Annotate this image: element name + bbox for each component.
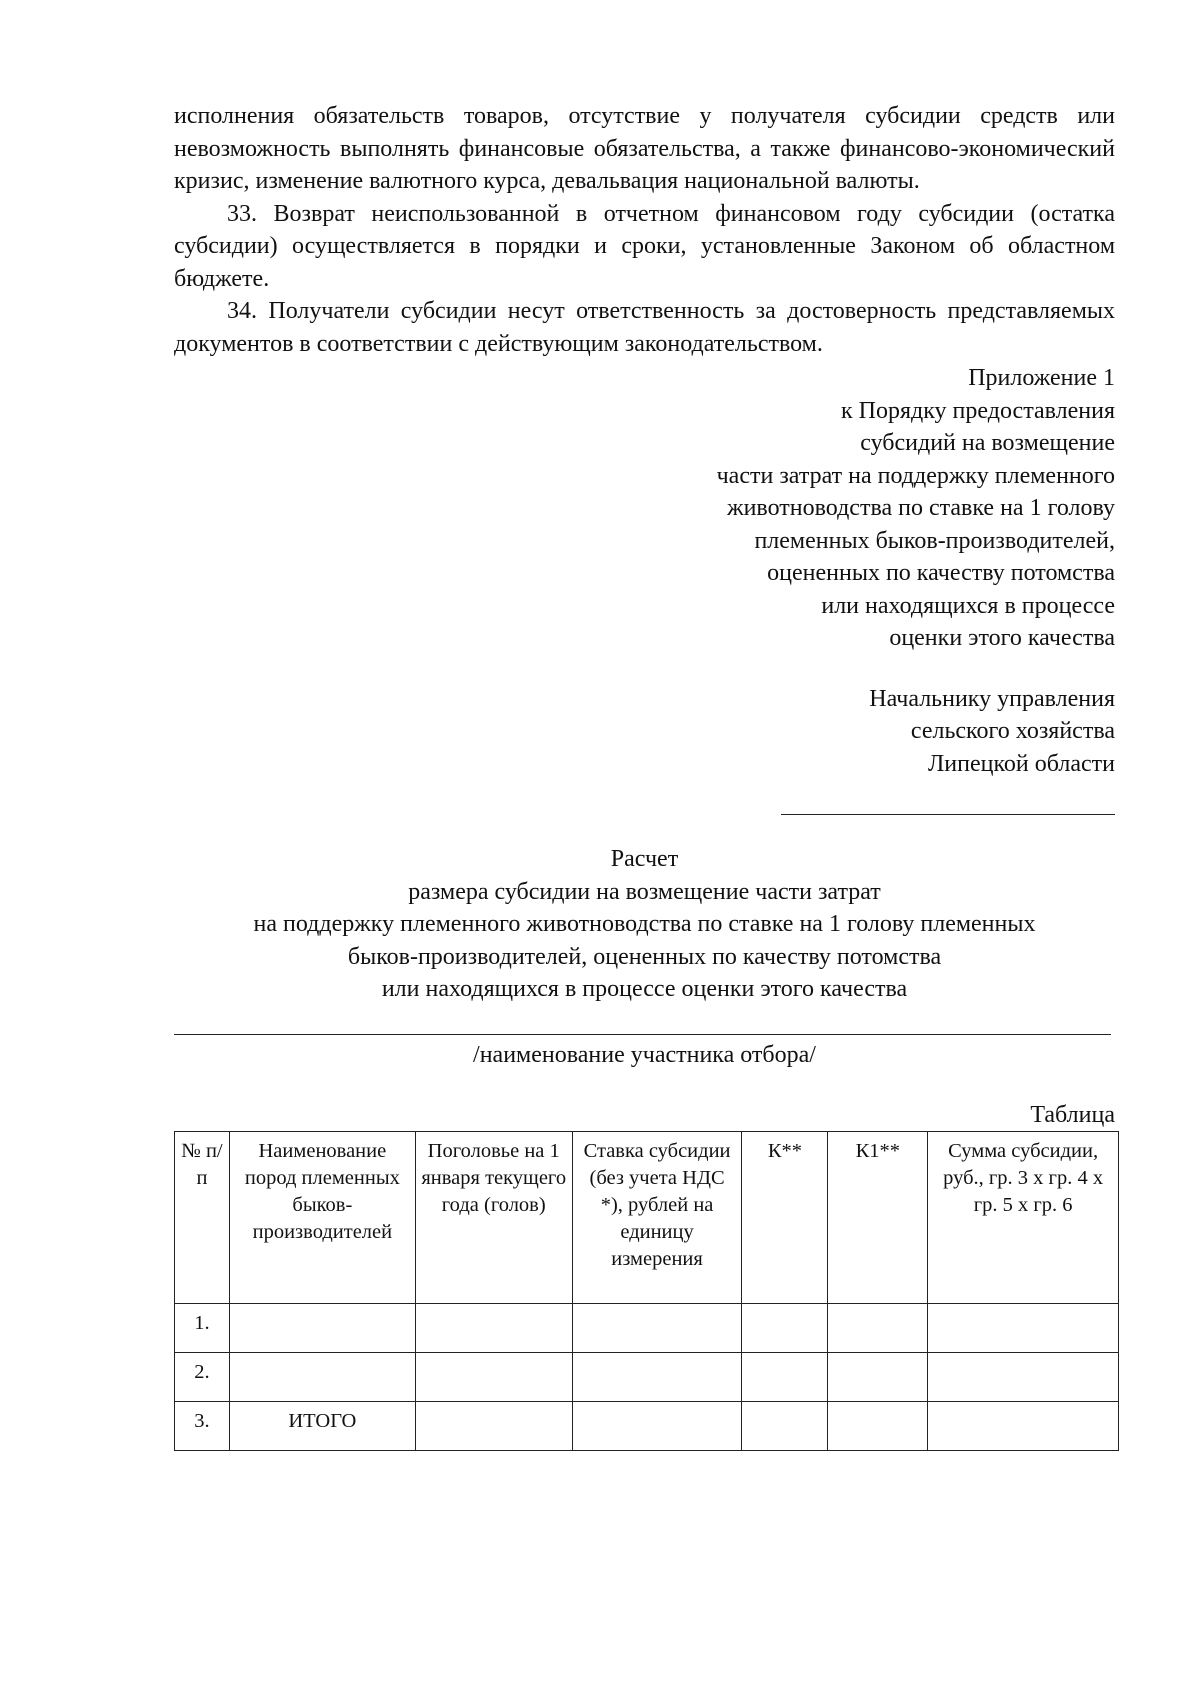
table-row bbox=[175, 1303, 1119, 1352]
header-livestock: Поголовье на 1 января текущего года (голов) bbox=[415, 1131, 572, 1303]
table-cell bbox=[828, 1352, 928, 1401]
row-number: 3. bbox=[175, 1401, 230, 1450]
appendix-line: субсидий на возмещение bbox=[860, 430, 1115, 456]
table-cell bbox=[828, 1401, 928, 1450]
calculation-title bbox=[174, 843, 1115, 1006]
header-sum: Сумма субсидии, руб., гр. 3 х гр. 4 х гр. 5 х гр. 6 bbox=[928, 1131, 1119, 1303]
appendix-line: части затрат на поддержку племенного bbox=[716, 462, 1115, 489]
table-cell bbox=[928, 1352, 1119, 1401]
addressee-line: Липецкой области bbox=[928, 750, 1115, 777]
participant-caption: /наименование участника отбора/ bbox=[473, 1041, 816, 1068]
table-cell bbox=[928, 1401, 1119, 1450]
document-page bbox=[174, 100, 1115, 1451]
table-cell bbox=[572, 1303, 742, 1352]
table-header-row bbox=[175, 1131, 1119, 1303]
subsidy-calculation-table bbox=[174, 1131, 1119, 1451]
paragraph-34: 34. Получатели субсидии несут ответственность за достоверность представляемых документов в соответствии с действующим законодательством. bbox=[174, 298, 1115, 357]
table-cell bbox=[742, 1352, 828, 1401]
appendix-line: оцененных по качеству потомства bbox=[767, 560, 1115, 586]
addressee-line: Начальнику управления bbox=[869, 685, 1115, 712]
appendix-header bbox=[174, 362, 1115, 655]
header-rate: Ставка субсидии (без учета НДС *), рублей на единицу измерения bbox=[572, 1131, 742, 1303]
row-name bbox=[229, 1352, 415, 1401]
table-cell bbox=[572, 1401, 742, 1450]
table-cell bbox=[742, 1303, 828, 1352]
appendix-line: племенных быков-производителей, bbox=[754, 527, 1115, 554]
row-name bbox=[229, 1303, 415, 1352]
table-cell bbox=[415, 1352, 572, 1401]
addressee-block bbox=[174, 683, 1115, 781]
paragraph-continuation: исполнения обязательств товаров, отсутствие у получателя субсидии средств или невозможность выполнять финансовые обязательства, а также финансово-экономический кризис, изменение валютного курса, девальвация национальной валюты. bbox=[174, 103, 1115, 194]
title-line: на поддержку племенного животноводства по ставке на 1 голову племенных bbox=[253, 911, 1036, 937]
appendix-line: Приложение 1 bbox=[968, 365, 1115, 391]
table-cell bbox=[928, 1303, 1119, 1352]
table-cell bbox=[572, 1352, 742, 1401]
addressee-signature-line bbox=[781, 814, 1115, 815]
table-row bbox=[175, 1352, 1119, 1401]
table-cell bbox=[415, 1401, 572, 1450]
header-k: К** bbox=[742, 1131, 828, 1303]
row-number: 2. bbox=[175, 1352, 230, 1401]
title-line: размера субсидии на возмещение части затрат bbox=[408, 878, 881, 905]
paragraph-33: 33. Возврат неиспользованной в отчетном финансовом году субсидии (остатка субсидии) осуществляется в порядки и сроки, установленные Законом об областном бюджете. bbox=[174, 200, 1115, 292]
appendix-line: или находящихся в процессе bbox=[821, 592, 1115, 619]
row-number: 1. bbox=[175, 1303, 230, 1352]
table-caption: Таблица bbox=[1030, 1101, 1115, 1128]
row-name: ИТОГО bbox=[229, 1401, 415, 1450]
table-cell bbox=[742, 1401, 828, 1450]
title-line: быков-производителей, оцененных по качеству потомства bbox=[347, 943, 942, 970]
header-breed-name: Наименование пород племенных быков-производителей bbox=[229, 1131, 415, 1303]
appendix-line: к Порядку предоставления bbox=[840, 397, 1115, 424]
addressee-line: сельского хозяйства bbox=[910, 718, 1115, 744]
table-cell bbox=[828, 1303, 928, 1352]
table-cell bbox=[415, 1303, 572, 1352]
appendix-line: оценки этого качества bbox=[889, 625, 1115, 651]
header-number: № п/п bbox=[175, 1131, 230, 1303]
title-line: Расчет bbox=[610, 846, 679, 872]
header-k1: К1** bbox=[828, 1131, 928, 1303]
appendix-line: животноводства по ставке на 1 голову bbox=[727, 495, 1115, 521]
participant-name-line bbox=[174, 1034, 1111, 1035]
title-line: или находящихся в процессе оценки этого качества bbox=[381, 976, 908, 1002]
table-row-total bbox=[175, 1401, 1119, 1450]
